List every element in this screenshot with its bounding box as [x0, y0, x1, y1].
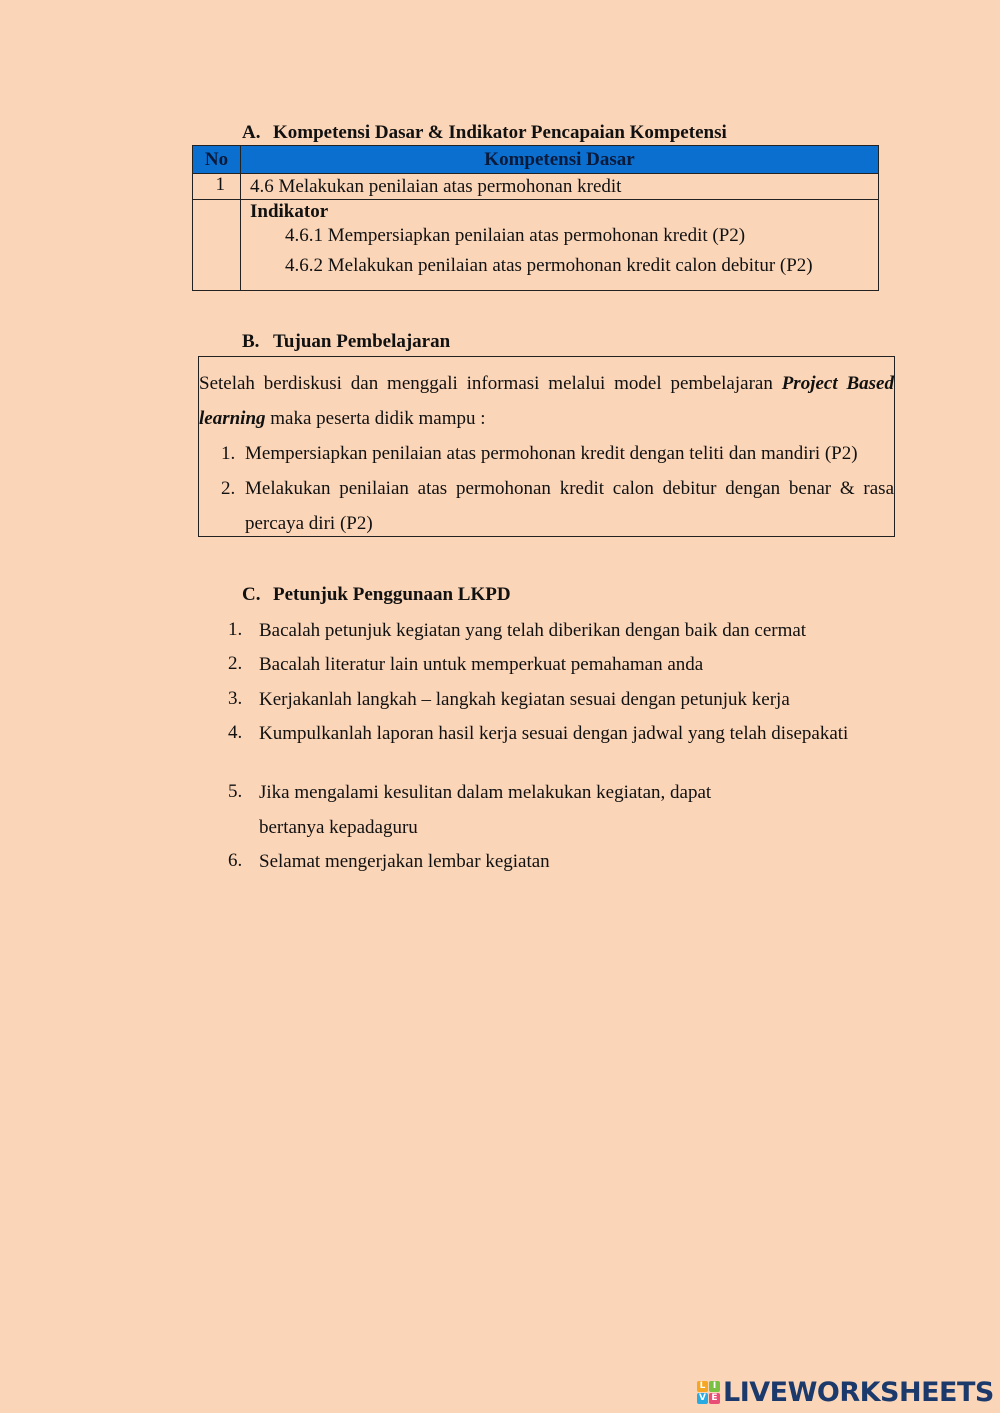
tujuan-box	[198, 356, 895, 537]
section-c-letter: C.	[242, 584, 261, 605]
header-kompetensi-dasar: Kompetensi Dasar	[241, 146, 879, 174]
section-b-title: Tujuan Pembelajaran	[273, 331, 451, 352]
section-a-title: Kompetensi Dasar & Indikator Pencapaian Kompetensi	[273, 122, 727, 143]
list-number: 1.	[228, 619, 243, 640]
indikator-cell	[241, 200, 879, 291]
indikator-item: 4.6.2 Melakukan penilaian atas permohonan kredit calon debitur (P2)	[285, 255, 813, 276]
table-row-indikator	[193, 200, 879, 291]
section-c-heading	[242, 584, 511, 606]
list-item	[228, 688, 899, 711]
section-b-heading	[242, 331, 450, 353]
row-number: 1	[193, 174, 241, 200]
kompetensi-table	[192, 145, 879, 291]
list-number: 3.	[228, 688, 243, 709]
section-c-title: Petunjuk Penggunaan LKPD	[273, 584, 511, 605]
tujuan-list	[199, 436, 894, 541]
list-number: 1.	[221, 443, 236, 464]
list-item	[199, 436, 894, 471]
list-number: 2.	[228, 653, 243, 674]
list-text: Bacalah literatur lain untuk memperkuat pemahaman anda	[259, 654, 704, 675]
logo-letter-e: E	[709, 1393, 720, 1404]
tujuan-intro	[199, 357, 894, 436]
logo-icon	[697, 1381, 720, 1404]
section-a-heading	[242, 122, 727, 144]
list-item	[228, 619, 899, 642]
list-item	[199, 471, 894, 541]
list-number: 6.	[228, 850, 243, 871]
list-text: Bacalah petunjuk kegiatan yang telah diberikan dengan baik dan cermat	[259, 620, 807, 641]
list-item	[228, 653, 899, 676]
list-text: Kumpulkanlah laporan hasil kerja sesuai dengan jadwal yang telah disepakati	[259, 723, 849, 744]
list-item	[228, 781, 779, 845]
intro-emphasis: Project Based learning	[199, 373, 894, 429]
logo-text: LIVEWORKSHEETS	[723, 1377, 994, 1408]
list-text: Jika mengalami kesulitan dalam melakukan kegiatan, dapat bertanya kepadaguru	[259, 782, 712, 838]
header-no: No	[193, 146, 241, 174]
intro-text-after: maka peserta didik mampu :	[270, 408, 486, 429]
intro-text: Setelah berdiskusi dan menggali informasi melalui model pembelajaran	[199, 373, 773, 394]
logo-letter-l: L	[697, 1381, 708, 1392]
list-number: 2.	[221, 478, 236, 499]
logo-letter-i: I	[709, 1381, 720, 1392]
list-text: Kerjakanlah langkah – langkah kegiatan sesuai dengan petunjuk kerja	[259, 689, 790, 710]
table-row	[193, 174, 879, 200]
indikator-label: Indikator	[250, 201, 329, 222]
list-item	[228, 850, 899, 873]
section-b-letter: B.	[242, 331, 260, 352]
list-text: Selamat mengerjakan lembar kegiatan	[259, 851, 550, 872]
section-a-letter: A.	[242, 122, 261, 143]
list-text: Melakukan penilaian atas permohonan kredit calon debitur dengan benar & rasa percaya diri (P2)	[245, 478, 894, 534]
table-header-row	[193, 146, 879, 174]
row-kompetensi: 4.6 Melakukan penilaian atas permohonan kredit	[241, 174, 879, 200]
logo-letter-v: V	[697, 1393, 708, 1404]
indikator-item: 4.6.1 Mempersiapkan penilaian atas permohonan kredit (P2)	[285, 225, 746, 246]
list-text: Mempersiapkan penilaian atas permohonan kredit dengan teliti dan mandiri (P2)	[245, 443, 858, 464]
liveworksheets-logo	[697, 1377, 994, 1408]
list-item	[228, 722, 859, 745]
list-number: 4.	[228, 722, 243, 743]
list-number: 5.	[228, 781, 243, 802]
empty-cell	[193, 200, 241, 291]
